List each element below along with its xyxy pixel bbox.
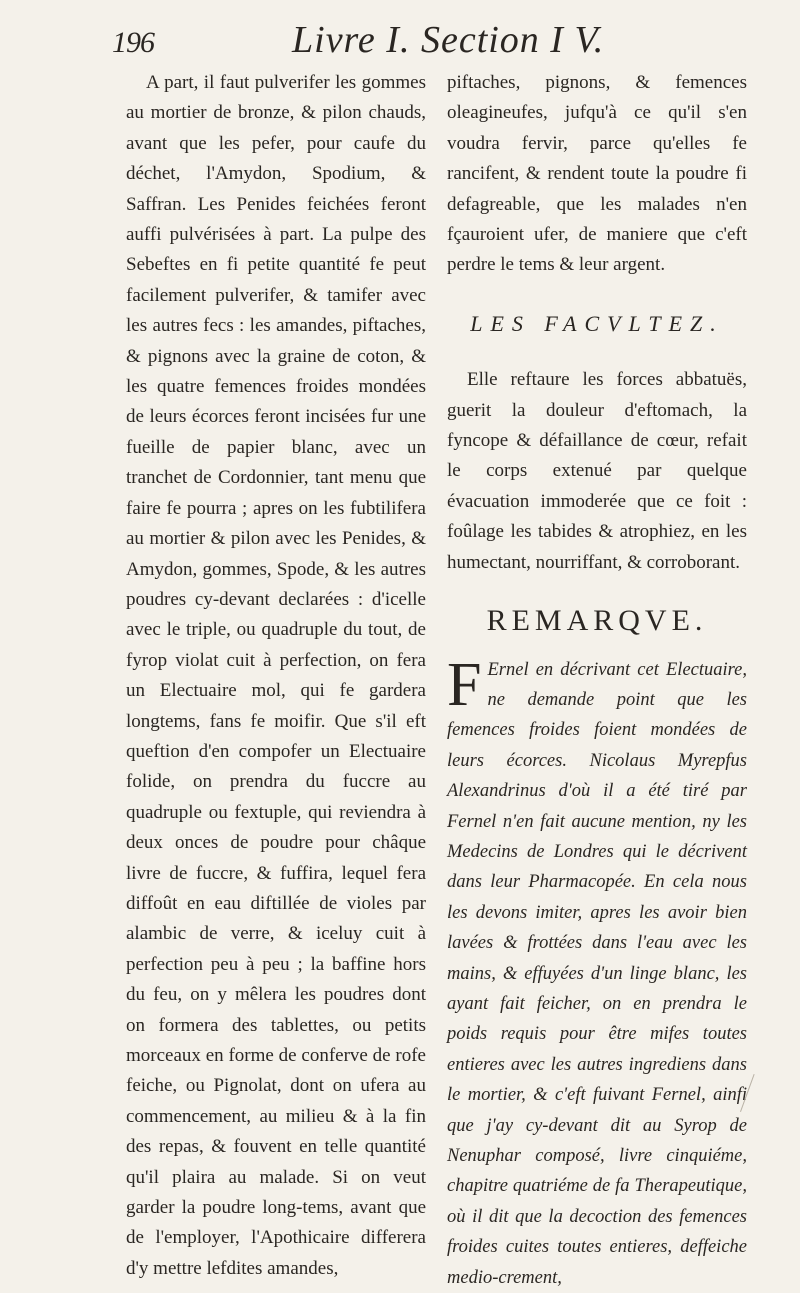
drop-cap: F <box>447 659 481 711</box>
remarque-text: Ernel en décrivant cet Electuaire, ne demande point que les femences froides foient mondées de leurs écorces. Nicolaus Myrepfus Alexandrinus d'où il a été tiré par Fernel n'en fait aucune mention, ny les Medecins de Londres qui le décrivent dans leur Pharmacopée. En cela nous les devons imiter, apres les avoir bien lavées & frottées dans l'eau avec les mains, & effuyées d'un linge blanc, les ayant fait feicher, on en prendra le poids requis pour être mifes toutes entieres avec les autres ingrediens dans le mortier, & c'eft fuivant Fernel, ainfi que j'ay cy-devant dit au Syrop de Nenuphar composé, livre cinquiéme, chapitre quatriéme de fa Therapeutique, où il dit que la decoction des femences froides cuites toutes entieres, deffeiche medio-crement, <box>447 660 747 1288</box>
remarque-heading: REMARQVE. <box>447 606 747 636</box>
running-title: Livre I. Section I V. <box>292 18 604 62</box>
preparation-paragraph: A part, il faut pulverifer les gommes au mortier de bronze, & pilon chauds, avant que les pefer, pour caufe du déchet, l'Amydon, Spodium, & Saffran. Les Penides feichées feront auffi pulvérisées à part. La pulpe des Sebeftes en fi petite quantité fe peut facilement pulverifer, & tamifer avec les autres fecs : les amandes, piftaches, & pignons avec la graine de coton, & les quatre femences froides mondées de leurs écorces feront incisées fur une fueille de papier blanc, avec un tranchet de Cordonnier, tant menu que faire fe pourra ; apres on les fubtilifera au mortier & pilon avec les Penides, & Amydon, gommes, Spode, & les autres poudres cy-devant declarées : d'icelle avec le triple, ou quadruple du tout, de fyrop violat cuit à perfection, on fera un Electuaire mol, qui fe gardera longtems, fans fe moifir. Que s'il eft queftion d'en compofer un Electuaire folide, on prendra du fuccre au quadruple ou fextuple, qui reviendra à deux onces de poudre pour châque livre de fuccre, & fuffira, lequel fera diffoût en eau diftillée de violes par alambic de verre, & iceluy cuit à perfection peu à peu ; la baffine hors du feu, on y mêlera les poudres dont on formera des tablettes, ou petits morceaux en forme de conferve de rofe feiche, ou Pignolat, dont on ufera au commencement, au milieu & à la fin des repas, & fouvent en telle quantité qu'il plaira au malade. Si on veut garder la poudre long-tems, avant que de l'employer, l'Apothicaire differera d'y mettre lefdites amandes, <box>126 68 426 1284</box>
page-number: 196 <box>112 26 154 60</box>
continuation-paragraph: piftaches, pignons, & femences oleagineufes, jufqu'à ce qu'il s'en voudra fervir, parce qu'elles fe rancifent, & rendent toute la poudre fi defagreable, que les malades n'en fçauroient ufer, de maniere que c'eft perdre le tems & leur argent. <box>447 68 747 281</box>
remarque-paragraph <box>447 655 747 1293</box>
facultez-paragraph: Elle reftaure les forces abbatuës, guerit la douleur d'eftomach, la fyncope & défaillance de cœur, refait le corps extenué par quelque évacuation immoderée que ce foit : foûlage les tabides & atrophiez, en les humectant, nourriffant, & corroborant. <box>447 365 747 578</box>
right-column <box>447 68 747 1293</box>
page-header <box>112 14 712 64</box>
left-column <box>126 68 426 1284</box>
facultez-heading: LES FACVLTEZ. <box>447 309 747 339</box>
